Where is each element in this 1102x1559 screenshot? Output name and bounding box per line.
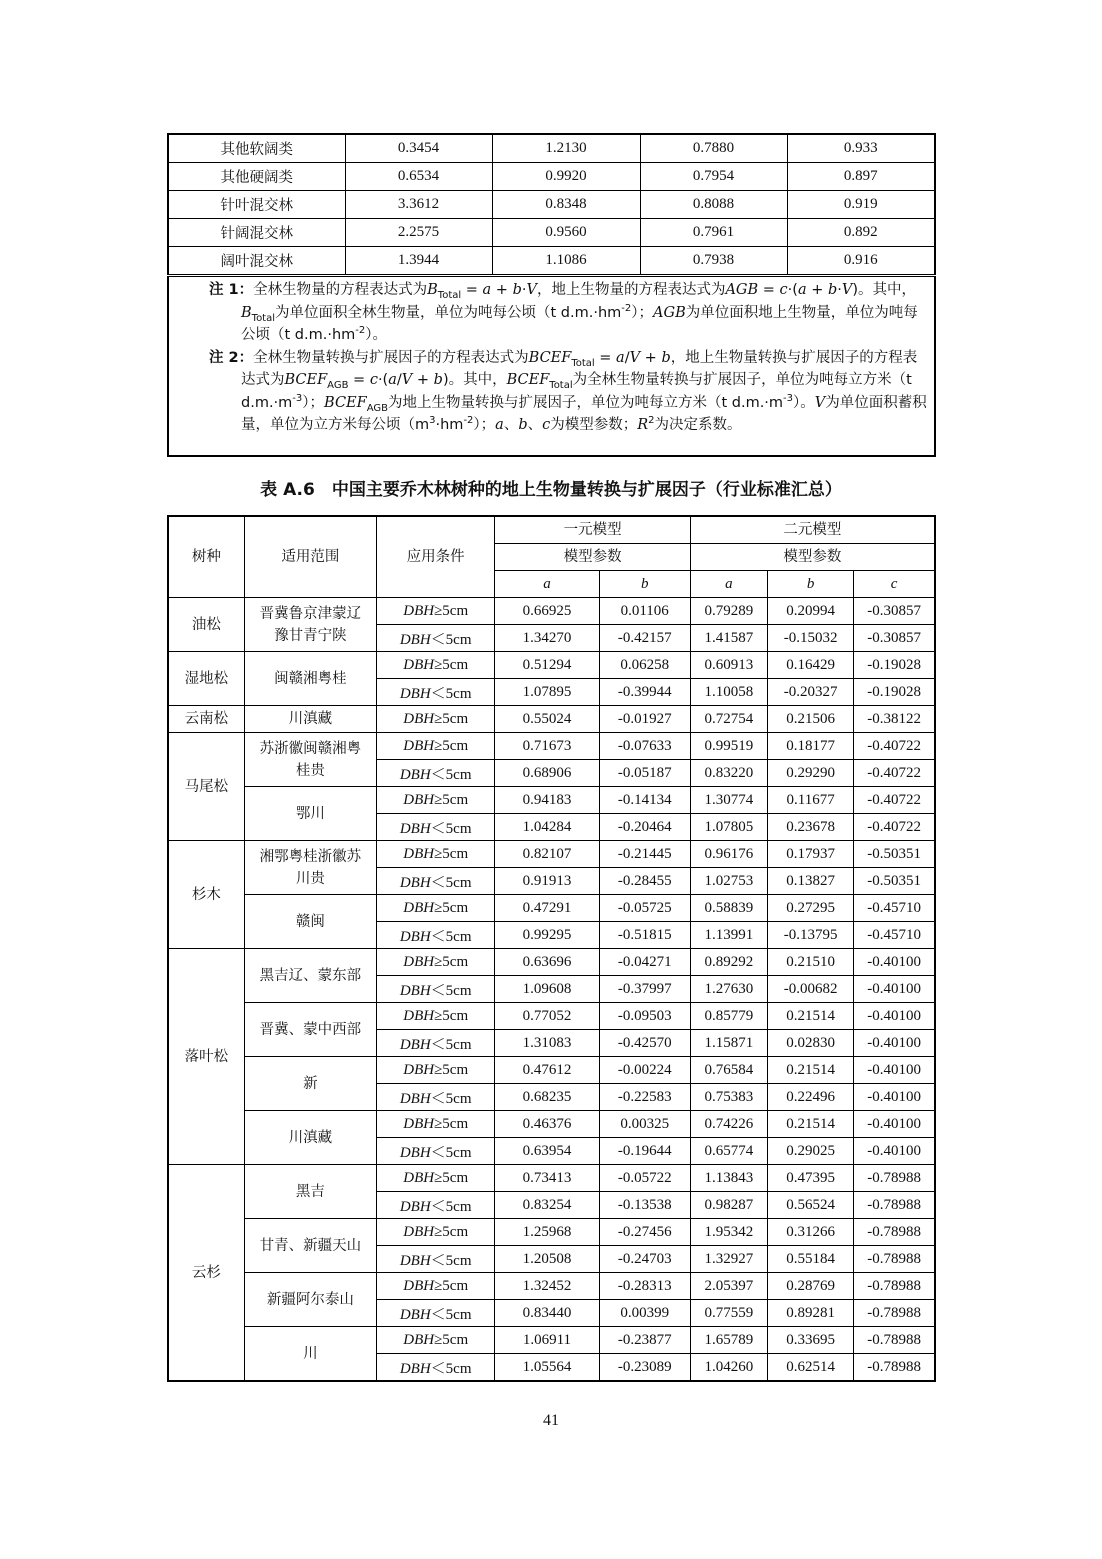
cell-b1: 0.00399: [599, 1300, 690, 1327]
cell-b2: -0.20327: [768, 679, 854, 706]
cell-c: 0.7880: [640, 134, 787, 163]
cell-a2: 1.02753: [690, 868, 767, 895]
header-one-b: b: [599, 571, 690, 598]
cell-c2: -0.19028: [854, 679, 935, 706]
table-row: [168, 949, 935, 976]
cell-a1: 0.83440: [495, 1300, 599, 1327]
cell-b1: -0.04271: [599, 949, 690, 976]
cell-species: 油松: [168, 598, 244, 652]
header-range: 适用范围: [244, 516, 376, 598]
cell-range: 川: [244, 1327, 376, 1382]
cell-a1: 0.82107: [495, 841, 599, 868]
cell-name: 针阔混交林: [168, 219, 345, 247]
cell-c2: -0.40722: [854, 787, 935, 814]
cell-range: 川滇藏: [244, 1111, 376, 1165]
cell-b2: 0.33695: [768, 1327, 854, 1354]
cell-condition: DBH＜5cm: [377, 760, 495, 787]
cell-name: 其他软阔类: [168, 134, 345, 163]
cell-c2: -0.78988: [854, 1246, 935, 1273]
table-row: [168, 163, 935, 191]
cell-a2: 0.79289: [690, 598, 767, 625]
cell-range: 苏浙徽闽赣湘粤桂贵: [244, 733, 376, 787]
cell-a: 2.2575: [345, 219, 492, 247]
cell-c2: -0.40722: [854, 814, 935, 841]
cell-b2: 0.18177: [768, 733, 854, 760]
note-2: [169, 347, 934, 437]
cell-b1: -0.23877: [599, 1327, 690, 1354]
cell-r2: 0.916: [787, 247, 935, 275]
cell-c2: -0.40100: [854, 1057, 935, 1084]
cell-a1: 1.05564: [495, 1354, 599, 1382]
cell-condition: DBH≥5cm: [377, 949, 495, 976]
cell-a1: 0.77052: [495, 1003, 599, 1030]
cell-c2: -0.78988: [854, 1192, 935, 1219]
cell-c2: -0.40100: [854, 1030, 935, 1057]
cell-r2: 0.892: [787, 219, 935, 247]
cell-c2: -0.30857: [854, 625, 935, 652]
cell-b2: 0.55184: [768, 1246, 854, 1273]
cell-species: 云杉: [168, 1165, 244, 1382]
cell-a1: 1.20508: [495, 1246, 599, 1273]
cell-range: 新疆阿尔泰山: [244, 1273, 376, 1327]
cell-a2: 0.76584: [690, 1057, 767, 1084]
cell-a1: 0.46376: [495, 1111, 599, 1138]
header-two-c: c: [854, 571, 935, 598]
cell-condition: DBH＜5cm: [377, 1138, 495, 1165]
cell-a2: 2.05397: [690, 1273, 767, 1300]
header-two-a: a: [690, 571, 767, 598]
table-row: [168, 787, 935, 814]
cell-b1: -0.20464: [599, 814, 690, 841]
note-1-label: 注 1：: [209, 282, 254, 298]
cell-species: 云南松: [168, 706, 244, 733]
note-1-text: 全林生物量的方程表达式为$B_{Total} = a + b\cdot V$，地上生物量的方程表达式为AGB = c·(a + b·V)。其中，$B_{Total}$为单位面积全林生物量，单位为吨每公顷（t $d.m.\cdot hm^{-2}$）；AGB为单位面积地上生物量，单位为吨每公顷（t $d.m.\cdot hm^{-2}$）。: [241, 282, 918, 343]
cell-a2: 0.65774: [690, 1138, 767, 1165]
cell-c2: -0.78988: [854, 1219, 935, 1246]
cell-species: 湿地松: [168, 652, 244, 706]
cell-name: 其他硬阔类: [168, 163, 345, 191]
cell-range: 新: [244, 1057, 376, 1111]
cell-b2: -0.15032: [768, 625, 854, 652]
cell-c2: -0.40100: [854, 1084, 935, 1111]
cell-a2: 0.72754: [690, 706, 767, 733]
table-row: [168, 706, 935, 733]
cell-b2: 0.29290: [768, 760, 854, 787]
cell-b2: 0.29025: [768, 1138, 854, 1165]
cell-c2: -0.19028: [854, 652, 935, 679]
cell-b1: -0.22583: [599, 1084, 690, 1111]
note-1: [169, 279, 934, 347]
cell-a1: 0.94183: [495, 787, 599, 814]
cell-condition: DBH≥5cm: [377, 895, 495, 922]
cell-a2: 1.32927: [690, 1246, 767, 1273]
cell-b2: -0.00682: [768, 976, 854, 1003]
table-row: [168, 219, 935, 247]
cell-b1: -0.51815: [599, 922, 690, 949]
cell-c2: -0.78988: [854, 1300, 935, 1327]
cell-a1: 0.63954: [495, 1138, 599, 1165]
cell-a1: 1.07895: [495, 679, 599, 706]
cell-condition: DBH＜5cm: [377, 679, 495, 706]
header-two-model: 二元模型: [690, 516, 935, 544]
table-row: [168, 733, 935, 760]
cell-a1: 1.04284: [495, 814, 599, 841]
cell-condition: DBH＜5cm: [377, 922, 495, 949]
cell-range: 湘鄂粤桂浙徽苏川贵: [244, 841, 376, 895]
cell-condition: DBH≥5cm: [377, 1327, 495, 1354]
cell-b2: 0.21514: [768, 1111, 854, 1138]
cell-a2: 0.98287: [690, 1192, 767, 1219]
table-row: [168, 895, 935, 922]
table-a6-title: 表 A.6 中国主要乔木林树种的地上生物量转换与扩展因子（行业标准汇总）: [260, 480, 842, 500]
note-2-label: 注 2：: [209, 349, 254, 366]
cell-condition: DBH≥5cm: [377, 598, 495, 625]
header-one-model: 一元模型: [495, 516, 691, 544]
cell-b2: 0.28769: [768, 1273, 854, 1300]
cell-b1: -0.37997: [599, 976, 690, 1003]
cell-condition: DBH＜5cm: [377, 868, 495, 895]
cell-a1: 0.51294: [495, 652, 599, 679]
cell-a2: 0.83220: [690, 760, 767, 787]
table-row: [168, 1165, 935, 1192]
cell-b2: 0.62514: [768, 1354, 854, 1382]
cell-c2: -0.38122: [854, 706, 935, 733]
table-row: [168, 191, 935, 219]
cell-b1: -0.01927: [599, 706, 690, 733]
cell-condition: DBH≥5cm: [377, 652, 495, 679]
cell-b2: 0.89281: [768, 1300, 854, 1327]
cell-a1: 1.25968: [495, 1219, 599, 1246]
cell-a2: 1.65789: [690, 1327, 767, 1354]
table-row: [168, 134, 935, 163]
table-row: [168, 1111, 935, 1138]
header-one-a: a: [495, 571, 599, 598]
cell-b2: 0.21514: [768, 1057, 854, 1084]
cell-a2: 0.60913: [690, 652, 767, 679]
cell-range: 黑吉辽、蒙东部: [244, 949, 376, 1003]
cell-b: 0.9920: [492, 163, 640, 191]
cell-a2: 1.30774: [690, 787, 767, 814]
cell-condition: DBH＜5cm: [377, 976, 495, 1003]
header-two-b: b: [768, 571, 854, 598]
cell-range: 赣闽: [244, 895, 376, 949]
cell-range: 闽赣湘粤桂: [244, 652, 376, 706]
cell-a1: 0.99295: [495, 922, 599, 949]
cell-b1: -0.05187: [599, 760, 690, 787]
cell-condition: DBH≥5cm: [377, 787, 495, 814]
cell-a2: 0.85779: [690, 1003, 767, 1030]
table-row: [168, 598, 935, 625]
cell-b2: 0.21510: [768, 949, 854, 976]
cell-condition: DBH＜5cm: [377, 1300, 495, 1327]
cell-range: 晋冀、蒙中西部: [244, 1003, 376, 1057]
cell-condition: DBH≥5cm: [377, 706, 495, 733]
cell-c2: -0.50351: [854, 841, 935, 868]
cell-b2: 0.23678: [768, 814, 854, 841]
header-species: 树种: [168, 516, 244, 598]
cell-b1: -0.27456: [599, 1219, 690, 1246]
cell-b1: -0.19644: [599, 1138, 690, 1165]
table-row: [168, 841, 935, 868]
cell-condition: DBH＜5cm: [377, 1354, 495, 1382]
cell-a: 1.3944: [345, 247, 492, 275]
cell-condition: DBH≥5cm: [377, 841, 495, 868]
cell-b2: 0.31266: [768, 1219, 854, 1246]
cell-c: 0.8088: [640, 191, 787, 219]
cell-b1: -0.05725: [599, 895, 690, 922]
cell-condition: DBH＜5cm: [377, 1030, 495, 1057]
cell-b2: 0.22496: [768, 1084, 854, 1111]
cell-condition: DBH≥5cm: [377, 1003, 495, 1030]
table-row: [168, 1273, 935, 1300]
header-two-params: 模型参数: [690, 544, 935, 571]
cell-b2: 0.47395: [768, 1165, 854, 1192]
cell-condition: DBH≥5cm: [377, 733, 495, 760]
cell-c2: -0.40722: [854, 733, 935, 760]
cell-name: 阔叶混交林: [168, 247, 345, 275]
cell-a2: 0.58839: [690, 895, 767, 922]
cell-c2: -0.78988: [854, 1273, 935, 1300]
cell-b2: -0.13795: [768, 922, 854, 949]
page-number: 41: [543, 1412, 559, 1429]
cell-b1: -0.28313: [599, 1273, 690, 1300]
cell-b: 0.8348: [492, 191, 640, 219]
cell-b1: -0.00224: [599, 1057, 690, 1084]
cell-a2: 1.04260: [690, 1354, 767, 1382]
cell-c2: -0.78988: [854, 1354, 935, 1382]
cell-a1: 0.63696: [495, 949, 599, 976]
cell-b1: -0.23089: [599, 1354, 690, 1382]
table-row: [168, 1057, 935, 1084]
cell-b1: -0.42570: [599, 1030, 690, 1057]
cell-c2: -0.40100: [854, 1111, 935, 1138]
cell-b2: 0.21514: [768, 1003, 854, 1030]
cell-b1: -0.42157: [599, 625, 690, 652]
cell-r2: 0.919: [787, 191, 935, 219]
cell-b2: 0.13827: [768, 868, 854, 895]
cell-condition: DBH＜5cm: [377, 814, 495, 841]
cell-b: 1.1086: [492, 247, 640, 275]
cell-a: 0.3454: [345, 134, 492, 163]
cell-b1: 0.06258: [599, 652, 690, 679]
cell-c: 0.7961: [640, 219, 787, 247]
cell-a2: 1.41587: [690, 625, 767, 652]
table-row: [168, 247, 935, 275]
cell-range: 鄂川: [244, 787, 376, 841]
cell-a2: 0.89292: [690, 949, 767, 976]
header-one-params: 模型参数: [495, 544, 691, 571]
cell-b1: -0.09503: [599, 1003, 690, 1030]
cell-condition: DBH＜5cm: [377, 1246, 495, 1273]
cell-b1: -0.05722: [599, 1165, 690, 1192]
cell-b1: -0.39944: [599, 679, 690, 706]
cell-a2: 0.96176: [690, 841, 767, 868]
cell-r2: 0.933: [787, 134, 935, 163]
cell-c2: -0.78988: [854, 1165, 935, 1192]
cell-a2: 1.27630: [690, 976, 767, 1003]
cell-condition: DBH≥5cm: [377, 1057, 495, 1084]
cell-a1: 0.47291: [495, 895, 599, 922]
cell-c2: -0.50351: [854, 868, 935, 895]
cell-b: 1.2130: [492, 134, 640, 163]
cell-a2: 0.77559: [690, 1300, 767, 1327]
table-row: [168, 652, 935, 679]
cell-a1: 0.73413: [495, 1165, 599, 1192]
cell-a2: 0.75383: [690, 1084, 767, 1111]
cell-r2: 0.897: [787, 163, 935, 191]
cell-range: 川滇藏: [244, 706, 376, 733]
cell-b1: -0.21445: [599, 841, 690, 868]
cell-range: 晋冀鲁京津蒙辽豫甘青宁陕: [244, 598, 376, 652]
cell-a2: 1.95342: [690, 1219, 767, 1246]
cell-c2: -0.45710: [854, 895, 935, 922]
cell-a2: 0.74226: [690, 1111, 767, 1138]
cell-a2: 1.13843: [690, 1165, 767, 1192]
cell-a1: 0.71673: [495, 733, 599, 760]
cell-c: 0.7938: [640, 247, 787, 275]
cell-a1: 0.68235: [495, 1084, 599, 1111]
cell-a1: 0.91913: [495, 868, 599, 895]
cell-a2: 0.99519: [690, 733, 767, 760]
cell-a2: 1.10058: [690, 679, 767, 706]
cell-a: 3.3612: [345, 191, 492, 219]
header-condition: 应用条件: [377, 516, 495, 598]
cell-range: 黑吉: [244, 1165, 376, 1219]
cell-c2: -0.40722: [854, 760, 935, 787]
cell-a1: 0.83254: [495, 1192, 599, 1219]
cell-c2: -0.45710: [854, 922, 935, 949]
cell-a1: 0.47612: [495, 1057, 599, 1084]
cell-b2: 0.17937: [768, 841, 854, 868]
cell-b1: -0.07633: [599, 733, 690, 760]
note-2-text: 全林生物量转换与扩展因子的方程表达式为$BCEF_{Total} = a/V + b$，地上生物量转换与扩展因子的方程表达式为$BCEF_{AGB} = c\cdot(a/V + b)$。其中，$BCEF_{Total}$为全林生物量转换与扩展因子，单位为吨每立方米（t $d.m.\cdot m^{-3}$）；$BCEF_{AGB}$为地上生物量转换与扩展因子，单位为吨每立方米（t $d.m.\cdot m^{-3}$）。V为单位面积蓄积量，单位为立方米每公顷$(m^3\cdot hm^{-2})$；a、b、c为模型参数；$R^2$为决定系数。: [241, 349, 927, 433]
cell-b2: 0.21506: [768, 706, 854, 733]
cell-b2: 0.56524: [768, 1192, 854, 1219]
table-row: [168, 1327, 935, 1354]
cell-range: 甘青、新疆天山: [244, 1219, 376, 1273]
cell-c2: -0.40100: [854, 949, 935, 976]
cell-b2: 0.27295: [768, 895, 854, 922]
cell-a1: 1.34270: [495, 625, 599, 652]
cell-c2: -0.40100: [854, 976, 935, 1003]
cell-b2: 0.02830: [768, 1030, 854, 1057]
cell-a1: 0.55024: [495, 706, 599, 733]
cell-a2: 1.13991: [690, 922, 767, 949]
cell-b2: 0.20994: [768, 598, 854, 625]
cell-c: 0.7954: [640, 163, 787, 191]
cell-a1: 1.09608: [495, 976, 599, 1003]
cell-a: 0.6534: [345, 163, 492, 191]
cell-a1: 1.31083: [495, 1030, 599, 1057]
cell-species: 杉木: [168, 841, 244, 949]
table-row: [168, 1219, 935, 1246]
cell-condition: DBH≥5cm: [377, 1165, 495, 1192]
cell-b1: 0.00325: [599, 1111, 690, 1138]
cell-b1: -0.28455: [599, 868, 690, 895]
cell-species: 落叶松: [168, 949, 244, 1165]
cell-b1: -0.13538: [599, 1192, 690, 1219]
cell-b1: 0.01106: [599, 598, 690, 625]
cell-condition: DBH≥5cm: [377, 1219, 495, 1246]
cell-b1: -0.14134: [599, 787, 690, 814]
cell-condition: DBH＜5cm: [377, 625, 495, 652]
cell-b: 0.9560: [492, 219, 640, 247]
cell-a1: 1.32452: [495, 1273, 599, 1300]
cell-a2: 1.15871: [690, 1030, 767, 1057]
cell-species: 马尾松: [168, 733, 244, 841]
cell-condition: DBH＜5cm: [377, 1084, 495, 1111]
cell-c2: -0.40100: [854, 1138, 935, 1165]
cell-a1: 0.66925: [495, 598, 599, 625]
cell-a2: 1.07805: [690, 814, 767, 841]
cell-condition: DBH≥5cm: [377, 1273, 495, 1300]
cell-c2: -0.30857: [854, 598, 935, 625]
table-a6: [167, 515, 936, 1382]
cell-b2: 0.11677: [768, 787, 854, 814]
cell-name: 针叶混交林: [168, 191, 345, 219]
cell-b2: 0.16429: [768, 652, 854, 679]
cell-c2: -0.40100: [854, 1003, 935, 1030]
cell-condition: DBH≥5cm: [377, 1111, 495, 1138]
cell-a1: 1.06911: [495, 1327, 599, 1354]
table-notes: [167, 276, 936, 457]
cell-c2: -0.78988: [854, 1327, 935, 1354]
cell-b1: -0.24703: [599, 1246, 690, 1273]
cell-a1: 0.68906: [495, 760, 599, 787]
table-top-continued: [167, 133, 936, 275]
table-row: [168, 1003, 935, 1030]
cell-condition: DBH＜5cm: [377, 1192, 495, 1219]
